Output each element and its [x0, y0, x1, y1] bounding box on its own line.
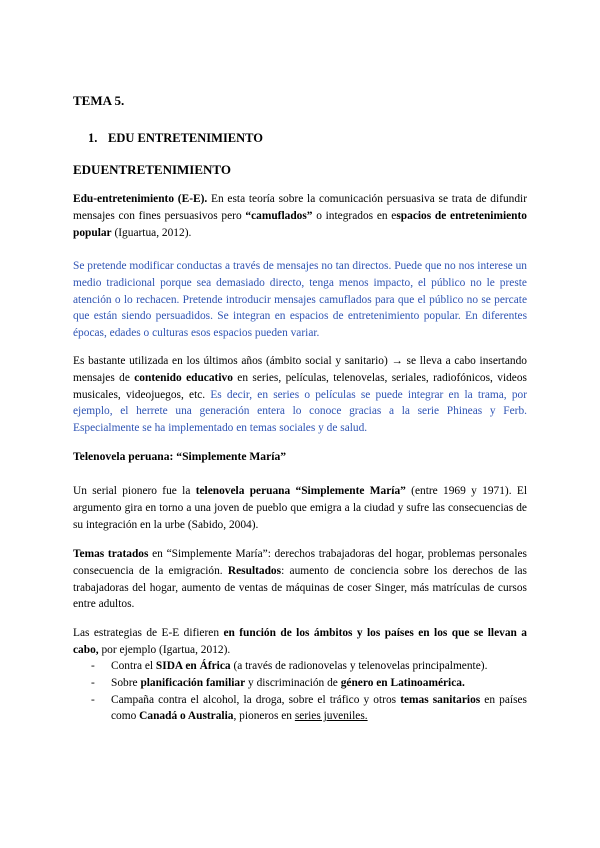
paragraph-telenovela: Un serial pionero fue la telenovela peruana “Simplemente María” (entre 1969 y 1971). El argumento gira en torno a una joven de pueblo que emigra a la ciudad y sufre las consecuencias de su integración en la urbe (Sabido, 2004). [73, 485, 527, 531]
list-item: - Contra el SIDA en África (a través de radionovelas y telenovelas principalmente). [73, 658, 527, 675]
document-title: TEMA 5. [73, 93, 125, 108]
list-item: - Sobre planificación familiar y discriminación de género en Latinoamérica. [73, 675, 527, 692]
list-item: - Campaña contra el alcohol, la droga, sobre el tráfico y otros temas sanitarios en países como Canadá o Australia, pioneros en series juveniles. [91, 693, 527, 723]
section-heading [88, 131, 263, 146]
paragraph-usage: Es bastante utilizada en los últimos años (ámbito social y sanitario) → se lleva a cabo insertando mensajes de contenido educativo en series, películas, telenovelas, seriales, radiofónicos, videos musicales, videojuegos, etc. Es decir, en series o películas se puede integrar en la trama, por ejemplo, el herrete una generación entera lo conoce gracias a la serie Phineas y Ferb. Especialmente se ha implementado en temas sociales y de salud. [73, 355, 528, 435]
subsection-heading: EDUENTRETENIMIENTO [73, 162, 231, 177]
paragraph-definition: Edu-entretenimiento (E-E). En esta teoría sobre la comunicación persuasiva se trata de difundir mensajes con fines persuasivos pero “camuflados” o integrados en espacios de entretenimiento popular (Iguartua, 2012). [73, 193, 527, 239]
section-title: EDU ENTRETENIMIENTO [108, 131, 264, 145]
paragraph-strategies: Las estrategias de E-E difieren en función de los ámbitos y los países en los que se llevan a cabo, por ejemplo (Igartua, 2012). [73, 627, 527, 656]
strategies-list [73, 658, 527, 725]
dash-bullet: - [91, 676, 95, 689]
paragraph-purpose: Se pretende modificar conductas a través de mensajes no tan directos. Puede que no nos interese un medio tradicional porque sea demasiado directo, tenga menos impacto, el público no le preste atención o lo rechacen. Pretende introducir mensajes camuflados para que el público no se percate que están siendo persuadidos. Se integran en espacios de entretenimiento popular. En diferentes épocas, edades o culturas esos espacios pueden variar. [73, 260, 527, 340]
dash-bullet: - [91, 693, 95, 706]
dash-bullet: - [91, 660, 95, 672]
telenovela-heading: Telenovela peruana: “Simplemente María” [73, 450, 287, 463]
section-number: 1. [88, 131, 98, 145]
paragraph-topics-results: Temas tratados en “Simplemente María”: derechos trabajadoras del hogar, problemas personales consecuencia de la emigración. Resultados: aumento de conciencia sobre los derechos de las trabajadoras del hogar, aumento de ventas de máquinas de coser Singer, más matrículas de cursos entre adultos. [73, 548, 527, 611]
